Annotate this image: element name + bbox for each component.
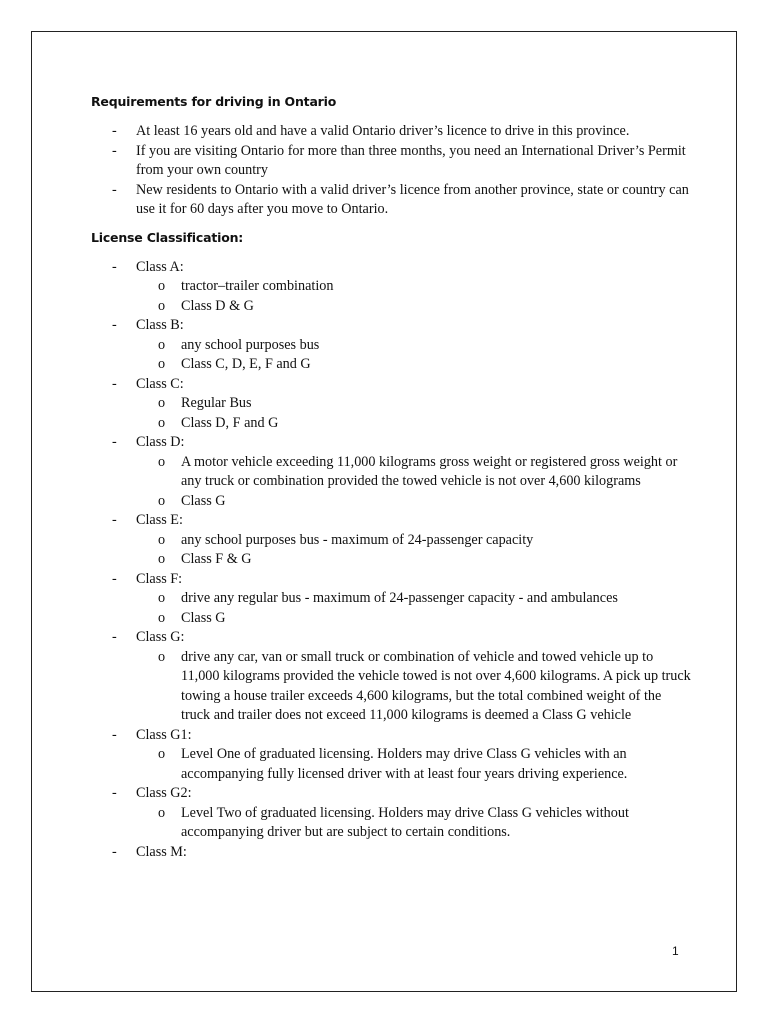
class-detail (136, 414, 691, 434)
class-label: Class M: (136, 843, 187, 860)
circle-bullet: o (158, 551, 166, 567)
circle-bullet: o (158, 336, 166, 353)
dash-bullet: - (112, 726, 117, 743)
dash-bullet: - (112, 434, 117, 450)
class-detail (136, 804, 691, 843)
circle-bullet: o (158, 531, 166, 548)
class-detail (136, 355, 691, 375)
dash-bullet: - (112, 123, 117, 139)
requirement-text: New residents to Ontario with a valid driver’s licence from another province, state or country can use it for 60 days after you move to Ontario. (136, 181, 689, 217)
detail-text: Class D, F and G (181, 414, 279, 431)
dash-bullet: - (112, 317, 117, 333)
class-label: Class C: (136, 375, 184, 392)
class-detail (136, 745, 691, 784)
requirement-item (91, 181, 691, 220)
class-label: Class G2: (136, 785, 192, 801)
class-detail (136, 453, 691, 492)
requirements-list (91, 122, 691, 220)
class-details (136, 589, 691, 628)
class-detail (136, 394, 691, 414)
detail-text: Class G (181, 609, 226, 626)
dash-bullet: - (112, 843, 117, 860)
detail-text: Class G (181, 492, 226, 509)
dash-bullet: - (112, 375, 117, 392)
class-details (136, 394, 691, 433)
class-detail (136, 277, 691, 297)
class-item-m (91, 843, 691, 863)
classification-list (91, 258, 691, 863)
circle-bullet: o (158, 492, 166, 509)
class-label: Class F: (136, 570, 183, 587)
circle-bullet: o (158, 746, 166, 762)
classification-heading: License Classification: (91, 229, 244, 245)
detail-text: any school purposes bus - maximum of 24-passenger capacity (181, 531, 534, 548)
detail-text: Class F & G (181, 551, 252, 567)
class-detail (136, 648, 691, 726)
class-detail (136, 609, 691, 629)
dash-bullet: - (112, 512, 117, 528)
requirement-item (91, 122, 691, 142)
class-details (136, 531, 691, 570)
detail-text: tractor–trailer combination (181, 278, 334, 294)
detail-text: Regular Bus (181, 395, 252, 411)
circle-bullet: o (158, 648, 166, 665)
dash-bullet: - (112, 570, 117, 587)
dash-bullet: - (112, 785, 117, 801)
class-label: Class D: (136, 434, 185, 450)
class-details (136, 648, 691, 726)
class-detail (136, 589, 691, 609)
class-label: Class A: (136, 258, 184, 275)
detail-text: Level Two of graduated licensing. Holders may drive Class G vehicles without accompanying driver but are subject to certain conditions. (181, 804, 629, 840)
dash-bullet: - (112, 629, 117, 645)
class-item-a (91, 258, 691, 317)
dash-bullet: - (112, 142, 117, 159)
circle-bullet: o (158, 278, 166, 294)
class-item-c (91, 375, 691, 434)
class-detail (136, 531, 691, 551)
circle-bullet: o (158, 414, 166, 431)
class-item-d (91, 433, 691, 511)
requirement-item (91, 142, 691, 181)
class-item-e (91, 511, 691, 570)
class-item-b (91, 316, 691, 375)
requirement-text: At least 16 years old and have a valid Ontario driver’s licence to drive in this province. (136, 123, 630, 139)
detail-text: Level One of graduated licensing. Holders may drive Class G vehicles with an accompanying fully licensed driver with at least four years driving experience. (181, 746, 628, 782)
page-content (91, 94, 691, 862)
class-details (136, 453, 691, 512)
page-number: 1 (672, 944, 679, 958)
class-details (136, 745, 691, 784)
circle-bullet: o (158, 804, 166, 821)
dash-bullet: - (112, 258, 117, 275)
class-details (136, 336, 691, 375)
class-detail (136, 297, 691, 317)
circle-bullet: o (158, 395, 166, 411)
class-label: Class G1: (136, 726, 192, 743)
class-label: Class B: (136, 317, 184, 333)
detail-text: Class D & G (181, 297, 254, 314)
dash-bullet: - (112, 181, 117, 198)
detail-text: drive any car, van or small truck or combination of vehicle and towed vehicle up to 11,000 kilograms provided the vehicle towed is not over 4,600 kilograms. A pick up truck towing a house trailer exceeds 4,600 kilograms, but the total combined weight of the truck and trailer does not exceed 11,000 kilograms is deemed a Class G vehicle (181, 648, 691, 723)
document-page (31, 31, 737, 992)
circle-bullet: o (158, 609, 166, 626)
circle-bullet: o (158, 453, 166, 470)
requirements-heading: Requirements for driving in Ontario (91, 94, 337, 109)
circle-bullet: o (158, 297, 166, 314)
class-detail (136, 492, 691, 512)
detail-text: any school purposes bus (181, 336, 320, 353)
class-item-f (91, 570, 691, 629)
class-item-g1 (91, 726, 691, 785)
detail-text: drive any regular bus - maximum of 24-passenger capacity - and ambulances (181, 590, 618, 606)
circle-bullet: o (158, 590, 166, 606)
requirement-text: If you are visiting Ontario for more than three months, you need an International Driver’s Permit from your own country (136, 142, 686, 178)
class-detail (136, 336, 691, 356)
circle-bullet: o (158, 356, 166, 372)
class-details (136, 277, 691, 316)
class-item-g (91, 628, 691, 726)
detail-text: A motor vehicle exceeding 11,000 kilograms gross weight or registered gross weight or any truck or combination provided the towed vehicle is not over 4,600 kilograms (181, 453, 678, 489)
class-label: Class E: (136, 512, 183, 528)
class-details (136, 804, 691, 843)
class-item-g2 (91, 784, 691, 843)
class-detail (136, 550, 691, 570)
class-label: Class G: (136, 629, 185, 645)
detail-text: Class C, D, E, F and G (181, 356, 311, 372)
